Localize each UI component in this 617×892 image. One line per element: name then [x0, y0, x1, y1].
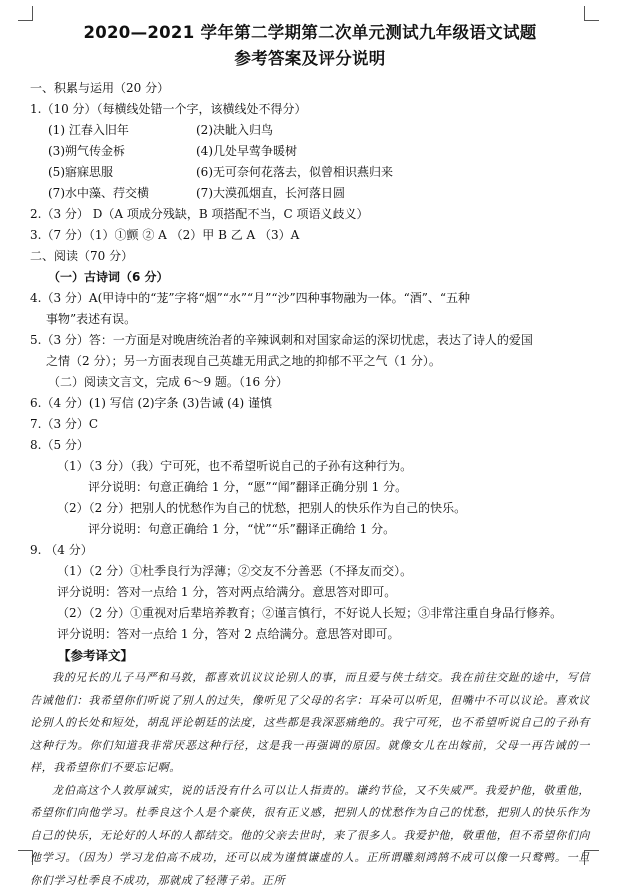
q8-answer-1: （1）（3 分）（我）宁可死，也不希望听说自己的子孙有这种行为。 — [30, 456, 590, 477]
subsection-classical: （二）阅读文言文，完成 6～9 题。（16 分） — [30, 372, 590, 393]
q1-answer-8: (7)大漠孤烟直，长河落日圆 — [196, 183, 590, 204]
q1-answer-7: (7)水中藻、荇交横 — [48, 183, 196, 204]
q9-scoring-1: 评分说明：答对一点给 1 分，答对两点给满分。意思答对即可。 — [30, 582, 590, 603]
subsection-poetry: （一）古诗词（6 分） — [30, 267, 590, 288]
q9-heading: 9. （4 分） — [30, 540, 590, 561]
q7-answer: 7.（3 分）C — [30, 414, 590, 435]
translation-paragraph-1: 我的兄长的儿子马严和马敦，都喜欢讥议议论别人的事，而且爱与侠士结交。我在前往交趾的途中，写信告诫他们：我希望你们听说了别人的过失，像听见了父母的名字：耳朵可以听见，但嘴中不可以议论。喜欢议论别人的长处和短处，胡乱评论朝廷的法度，这些都是我深恶痛绝的。我宁可死，也不希望听说自己的子孙有这种行为。你们知道我非常厌恶这种行径，这是我一再强调的原因。就像女儿在出嫁前，父母一再告诫的一样，我希望你们不要忘记啊。 — [30, 667, 590, 780]
q1-row-3 — [30, 162, 590, 183]
q1-heading: 1.（10 分）（每横线处错一个字，该横线处不得分） — [30, 99, 590, 120]
q8-answer-2: （2）（2 分）把别人的忧愁作为自己的忧愁，把别人的快乐作为自己的快乐。 — [30, 498, 590, 519]
section-heading-2: 二、阅读（70 分） — [30, 246, 590, 267]
q8-scoring-2: 评分说明：句意正确给 1 分，“忧”“乐”翻译正确给 1 分。 — [30, 519, 590, 540]
reference-translation-heading: 【参考译文】 — [30, 645, 590, 667]
q5-answer-line-2: 之情（2 分）；另一方面表现自己英雄无用武之地的抑郁不平之气（1 分）。 — [30, 351, 590, 372]
q1-answer-1: (1) 江春入旧年 — [48, 120, 196, 141]
q1-row-4 — [30, 183, 590, 204]
q6-answer: 6.（4 分）(1) 写信 (2)字条 (3)告诫 (4) 谨慎 — [30, 393, 590, 414]
q1-row-2 — [30, 141, 590, 162]
q1-answer-4: (4)几处早莺争暖树 — [196, 141, 590, 162]
q9-answer-1: （1）（2 分）①杜季良行为浮薄；②交友不分善恶（不择友而交）。 — [30, 561, 590, 582]
q1-answer-6: (6)无可奈何花落去，似曾相识燕归来 — [196, 162, 590, 183]
section-heading-1: 一、积累与运用（20 分） — [30, 78, 590, 99]
q1-answer-5: (5)寤寐思服 — [48, 162, 196, 183]
page-subtitle: 参考答案及评分说明 — [30, 46, 590, 72]
q2-answer: 2.（3 分） D（A 项成分残缺，B 项搭配不当，C 项语义歧义） — [30, 204, 590, 225]
page-title: 2020—2021 学年第二学期第二次单元测试九年级语文试题 — [30, 20, 590, 46]
q4-answer-line-1: 4.（3 分）A(甲诗中的“茏”字将“烟”“水”“月”“沙”四种事物融为一体。“酒”、“五种 — [30, 288, 590, 309]
q8-scoring-1: 评分说明：句意正确给 1 分，“愿”“闻”翻译正确分别 1 分。 — [30, 477, 590, 498]
answer-sheet — [30, 6, 590, 892]
q3-answer: 3.（7 分）（1）①颤 ② A （2）甲 B 乙 A （3）A — [30, 225, 590, 246]
q1-answer-3: (3)朔气传金柝 — [48, 141, 196, 162]
q4-answer-line-2: 事物”表述有误。 — [30, 309, 590, 330]
q9-scoring-2: 评分说明：答对一点给 1 分，答对 2 点给满分。意思答对即可。 — [30, 624, 590, 645]
translation-paragraph-2: 龙伯高这个人敦厚诚实，说的话没有什么可以让人指责的。谦约节俭，又不失威严。我爱护他，敬重他，希望你们向他学习。杜季良这个人是个豪侠，很有正义感，把别人的忧愁作为自己的忧愁，把别人的快乐作为自己的快乐，无论好的人坏的人都结交。他的父亲去世时，来了很多人。我爱护他，敬重他，但不希望你们向他学习。（因为）学习龙伯高不成功，还可以成为谨慎谦虚的人。正所谓雕刻鸿鹄不成可以像一只鹜鸭。一旦你们学习杜季良不成功，那就成了轻薄子弟。正所 — [30, 780, 590, 892]
q8-heading: 8.（5 分） — [30, 435, 590, 456]
q1-answer-2: (2)决眦入归鸟 — [196, 120, 590, 141]
q9-answer-2: （2）（2 分）①重视对后辈培养教育；②谨言慎行，不好说人长短；③非常注重自身品行修养。 — [30, 603, 590, 624]
q1-row-1 — [30, 120, 590, 141]
q5-answer-line-1: 5.（3 分）答：一方面是对晚唐统治者的辛辣讽刺和对国家命运的深切忧虑，表达了诗人的爱国 — [30, 330, 590, 351]
